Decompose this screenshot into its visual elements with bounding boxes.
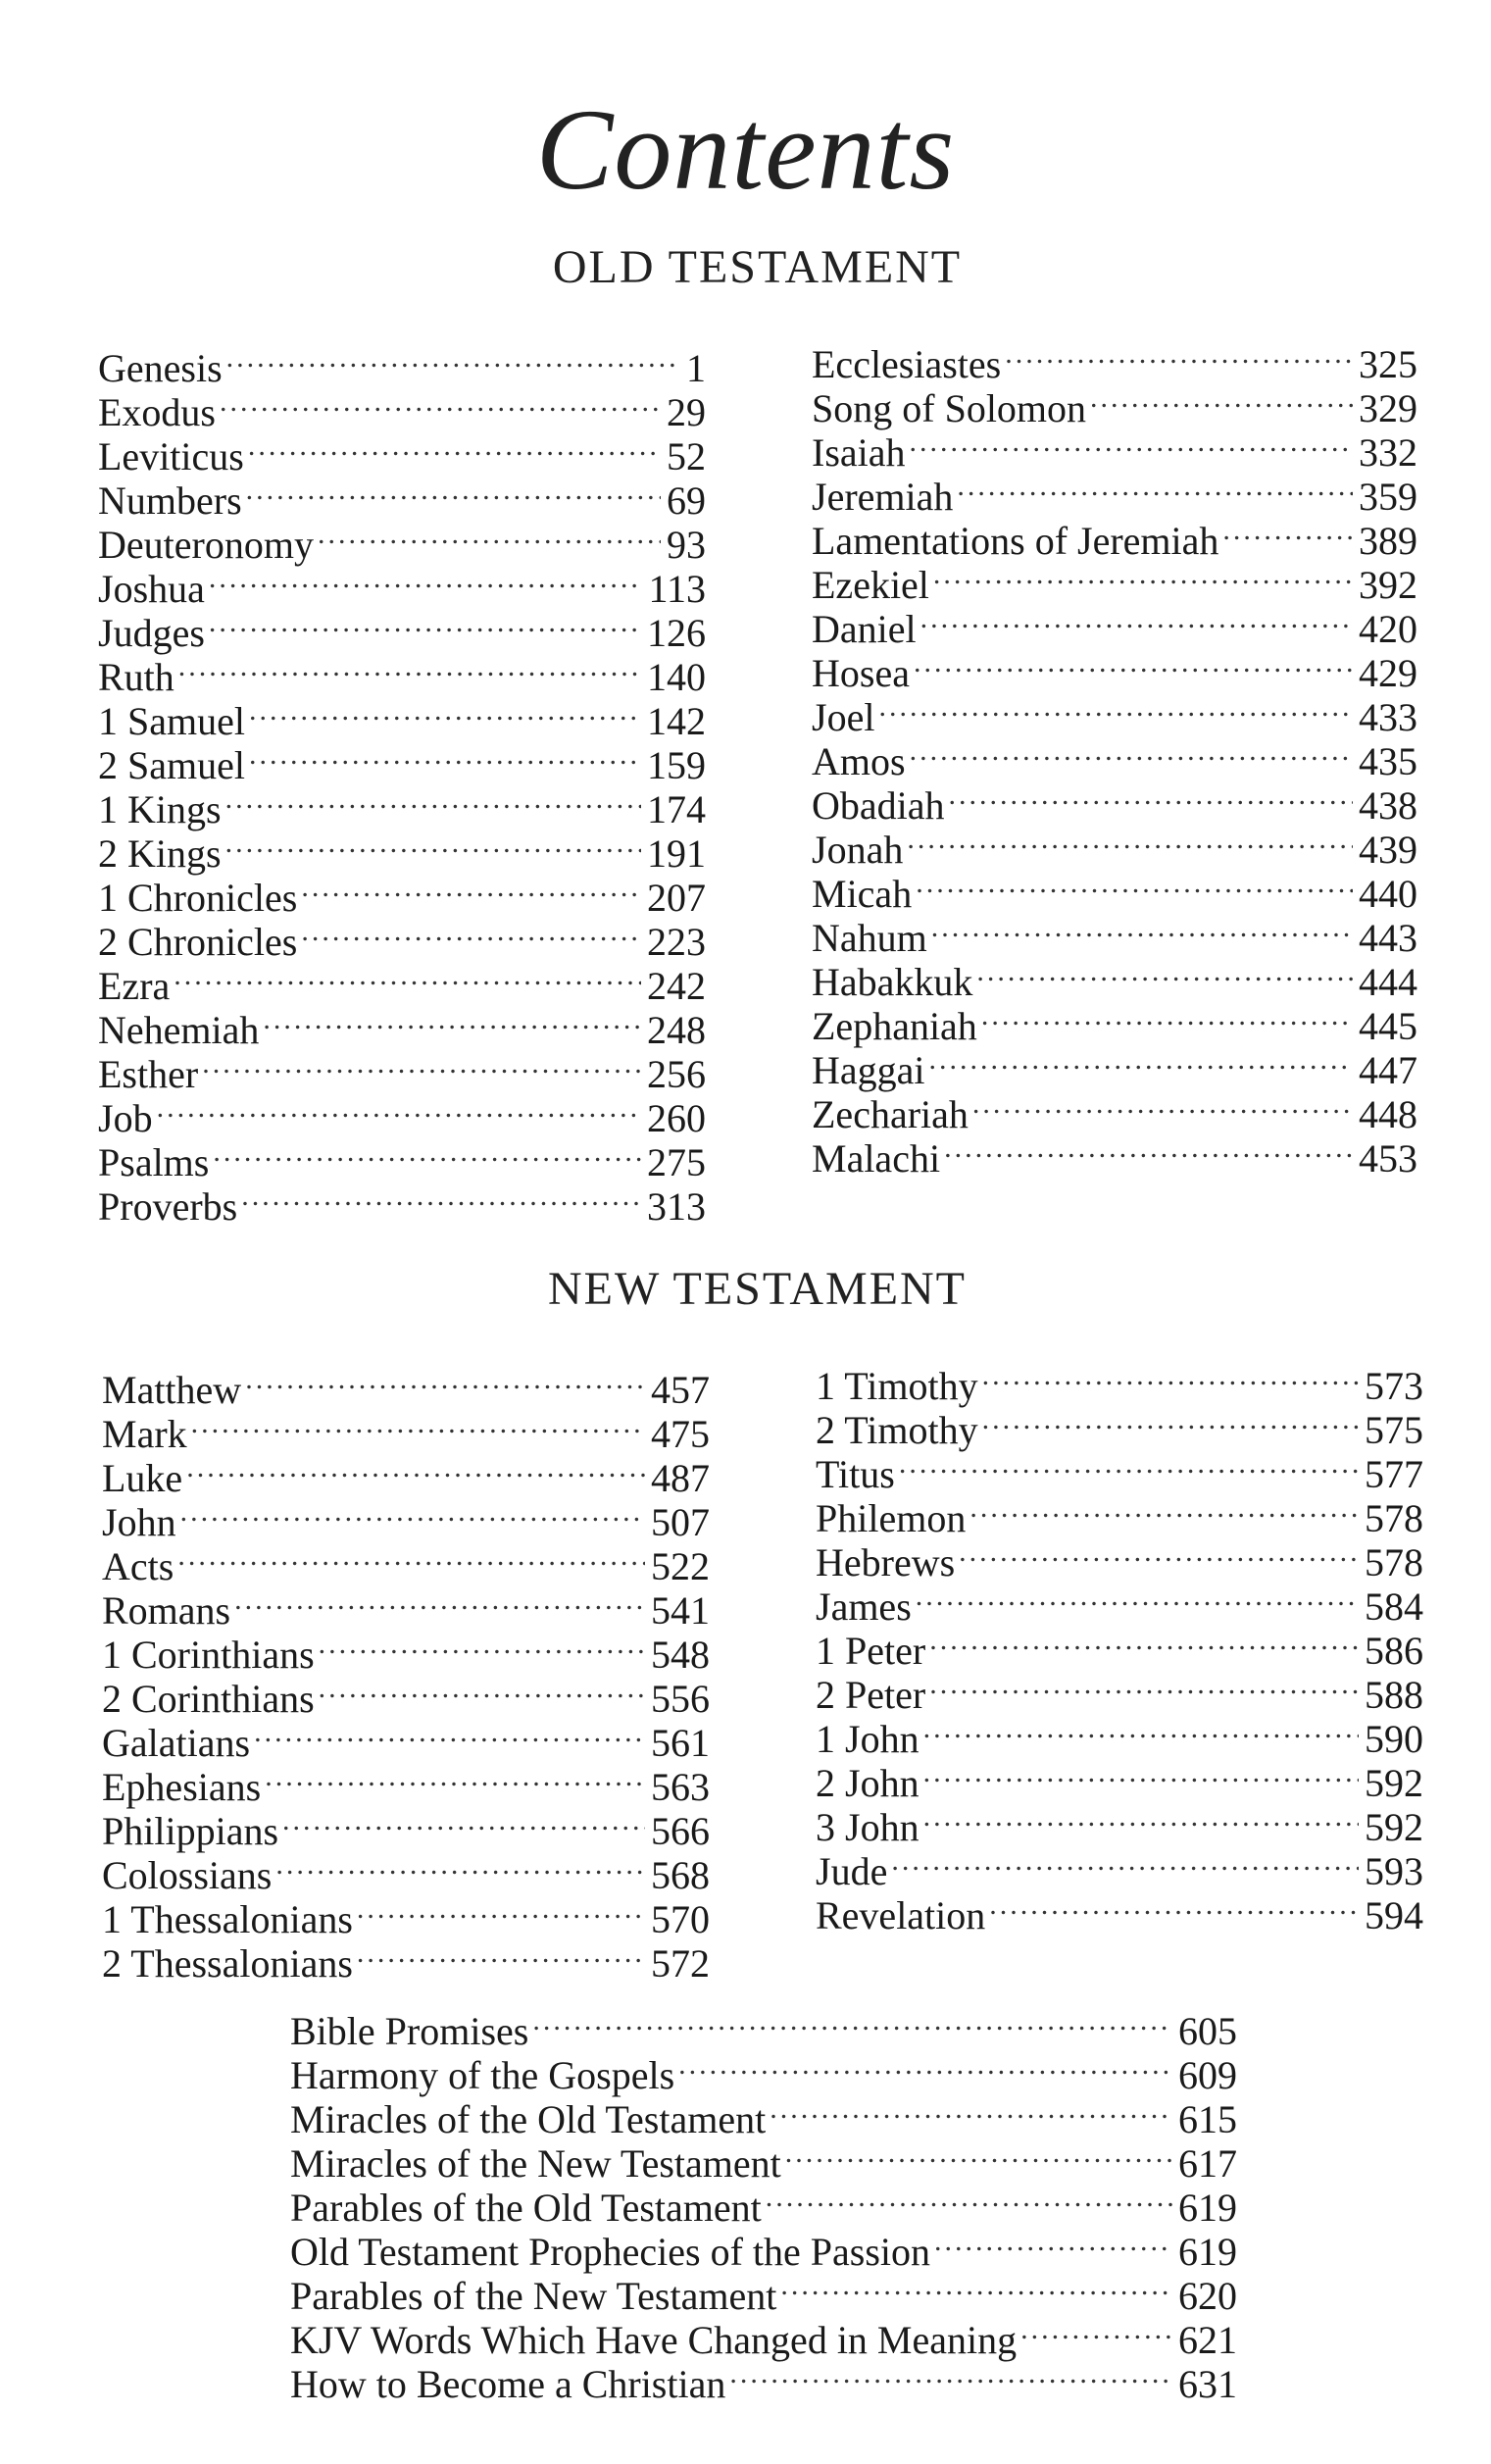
toc-entry (102, 1491, 710, 1544)
dot-leader (910, 730, 1353, 775)
dot-leader (1090, 377, 1353, 422)
dot-leader (254, 1712, 645, 1756)
toc-entry-page-number: 260 (647, 1096, 706, 1140)
dot-leader (1005, 333, 1353, 377)
toc-entry-page-number: 475 (651, 1412, 710, 1456)
toc-entry-title: 1 Timothy (816, 1364, 978, 1408)
toc-entry (816, 1840, 1423, 1893)
toc-entry-page-number: 445 (1359, 1004, 1417, 1048)
toc-entry (102, 1535, 710, 1588)
dot-leader (301, 867, 641, 911)
dot-leader (249, 734, 641, 779)
toc-entry-title: Ecclesiastes (812, 342, 1002, 386)
toc-entry-title: 1 Thessalonians (102, 1897, 353, 1941)
toc-entry-title: Genesis (98, 346, 223, 390)
dot-leader (972, 1083, 1353, 1128)
toc-entry-page-number: 1 (686, 346, 706, 390)
toc-entry-page-number: 548 (651, 1633, 710, 1677)
toc-entry-title: Daniel (812, 607, 917, 651)
toc-entry-title: 2 John (816, 1761, 919, 1805)
toc-entry-page-number: 577 (1365, 1452, 1423, 1496)
toc-entry-page-number: 609 (1178, 2053, 1237, 2097)
toc-entry (290, 2000, 1237, 2053)
toc-entry-title: Romans (102, 1588, 231, 1633)
toc-entry-title: Ephesians (102, 1765, 262, 1809)
toc-entry-page-number: 275 (647, 1140, 706, 1184)
dot-leader (729, 2353, 1172, 2397)
new-testament-heading: NEW TESTAMENT (547, 1263, 967, 1315)
toc-entry (102, 1580, 710, 1633)
dot-leader (246, 470, 661, 514)
dot-leader (174, 955, 641, 999)
toc-entry-title: Psalms (98, 1140, 210, 1184)
toc-entry-title: 3 John (816, 1805, 919, 1849)
toc-entry-title: 2 Chronicles (98, 920, 298, 964)
toc-entry-page-number: 568 (651, 1853, 710, 1897)
toc-entry-title: Hebrews (816, 1540, 956, 1584)
toc-entry-page-number: 438 (1359, 783, 1417, 828)
toc-entry (98, 646, 706, 699)
dot-leader (209, 602, 641, 646)
dot-leader (202, 1043, 641, 1087)
toc-entry-title: 1 Corinthians (102, 1633, 315, 1677)
toc-entry-page-number: 588 (1365, 1673, 1423, 1717)
toc-entry-title: Philippians (102, 1809, 279, 1853)
toc-entry (816, 1355, 1423, 1408)
toc-entry-page-number: 191 (647, 831, 706, 876)
dot-leader (891, 1840, 1359, 1885)
toc-entry-title: 1 Samuel (98, 699, 245, 743)
old-testament-left-column (98, 337, 706, 1229)
toc-entry-title: Miracles of the Old Testament (290, 2097, 767, 2141)
toc-entry-page-number: 566 (651, 1809, 710, 1853)
dot-leader (157, 1087, 641, 1131)
dot-leader (245, 1359, 645, 1403)
toc-entry (98, 690, 706, 743)
toc-entry-page-number: 617 (1178, 2141, 1237, 2186)
toc-entry-page-number: 592 (1365, 1761, 1423, 1805)
toc-entry-title: Miracles of the New Testament (290, 2141, 781, 2186)
dot-leader (177, 1535, 645, 1580)
toc-entry-title: Isaiah (812, 430, 906, 475)
dot-leader (225, 823, 641, 867)
toc-entry-page-number: 592 (1365, 1805, 1423, 1849)
toc-entry-page-number: 453 (1359, 1136, 1417, 1181)
toc-entry-title: Parables of the New Testament (290, 2274, 777, 2318)
toc-entry-page-number: 447 (1359, 1048, 1417, 1092)
toc-entry-title: Philemon (816, 1496, 967, 1540)
toc-entry-title: Titus (816, 1452, 895, 1496)
toc-entry-title: Mark (102, 1412, 187, 1456)
toc-entry-page-number: 332 (1359, 430, 1417, 475)
toc-entry-page-number: 359 (1359, 475, 1417, 519)
dot-leader (213, 1131, 641, 1176)
toc-entry-page-number: 93 (667, 523, 706, 567)
toc-entry-page-number: 619 (1178, 2230, 1237, 2274)
toc-entry-page-number: 590 (1365, 1717, 1423, 1761)
toc-entry-page-number: 561 (651, 1721, 710, 1765)
toc-entry-title: Judges (98, 611, 205, 655)
toc-entry-page-number: 256 (647, 1052, 706, 1096)
toc-entry-title: Habakkuk (812, 960, 973, 1004)
dot-leader (923, 1708, 1359, 1752)
toc-entry-title: Revelation (816, 1893, 986, 1937)
toc-entry-title: Ezra (98, 964, 171, 1008)
dot-leader (916, 1576, 1359, 1620)
toc-entry-title: Acts (102, 1544, 174, 1588)
toc-entry-page-number: 444 (1359, 960, 1417, 1004)
dot-leader (678, 2044, 1172, 2088)
dot-leader (357, 1888, 645, 1933)
toc-entry-page-number: 631 (1178, 2362, 1237, 2406)
toc-entry-page-number: 248 (647, 1008, 706, 1052)
new-testament-right-column (816, 1355, 1423, 1937)
toc-entry-title: Job (98, 1096, 153, 1140)
toc-entry (102, 1403, 710, 1456)
toc-entry-page-number: 619 (1178, 2186, 1237, 2230)
toc-entry-title: Haggai (812, 1048, 925, 1092)
toc-entry-page-number: 578 (1365, 1540, 1423, 1584)
dot-leader (319, 1668, 645, 1712)
toc-entry-page-number: 621 (1178, 2318, 1237, 2362)
toc-entry-title: Jonah (812, 828, 904, 872)
toc-entry-page-number: 159 (647, 743, 706, 787)
toc-entry-title: Matthew (102, 1368, 242, 1412)
toc-entry-title: Hosea (812, 651, 910, 695)
toc-entry-title: KJV Words Which Have Changed in Meaning (290, 2318, 1018, 2362)
dot-leader (969, 1487, 1359, 1532)
toc-entry-title: Ruth (98, 655, 174, 699)
toc-entry-page-number: 207 (647, 876, 706, 920)
toc-entry-title: Joshua (98, 567, 205, 611)
toc-entry-page-number: 570 (651, 1897, 710, 1941)
toc-entry-title: Zechariah (812, 1092, 969, 1136)
toc-entry (812, 730, 1417, 783)
toc-entry-page-number: 593 (1365, 1849, 1423, 1893)
dot-leader (301, 911, 641, 955)
toc-entry-title: Joel (812, 695, 875, 739)
dot-leader (532, 2000, 1172, 2044)
toc-entry-page-number: 52 (667, 434, 706, 478)
toc-entry-page-number: 126 (647, 611, 706, 655)
dot-leader (944, 1128, 1353, 1172)
dot-leader (899, 1443, 1359, 1487)
toc-entry-page-number: 420 (1359, 607, 1417, 651)
toc-entry-title: 2 Timothy (816, 1408, 978, 1452)
toc-entry-page-number: 563 (651, 1765, 710, 1809)
toc-entry-title: Obadiah (812, 783, 945, 828)
toc-entry-title: Galatians (102, 1721, 251, 1765)
dot-leader (982, 1355, 1359, 1399)
toc-entry-title: Old Testament Prophecies of the Passion (290, 2230, 931, 2274)
toc-entry-page-number: 433 (1359, 695, 1417, 739)
toc-entry-title: Bible Promises (290, 2009, 529, 2053)
toc-entry-page-number: 578 (1365, 1496, 1423, 1540)
dot-leader (929, 1664, 1359, 1708)
toc-entry-page-number: 507 (651, 1500, 710, 1544)
dot-leader (1222, 510, 1353, 554)
dot-leader (220, 381, 661, 426)
toc-entry-title: 2 Peter (816, 1673, 926, 1717)
old-testament-right-column (812, 333, 1417, 1181)
page-title: Contents (535, 85, 956, 214)
dot-leader (910, 422, 1353, 466)
toc-entry-title: 1 Chronicles (98, 876, 298, 920)
toc-entry (98, 1087, 706, 1140)
toc-entry-title: Micah (812, 872, 913, 916)
toc-entry-title: Ezekiel (812, 563, 929, 607)
toc-entry-page-number: 440 (1359, 872, 1417, 916)
dot-leader (766, 2177, 1172, 2221)
toc-entry-page-number: 594 (1365, 1893, 1423, 1937)
dot-leader (931, 907, 1353, 951)
toc-entry-page-number: 435 (1359, 739, 1417, 783)
toc-entry-page-number: 575 (1365, 1408, 1423, 1452)
toc-entry-title: 2 Samuel (98, 743, 245, 787)
toc-entry-title: Numbers (98, 478, 242, 523)
dot-leader (780, 2265, 1172, 2309)
supplements-list (290, 2000, 1237, 2406)
toc-entry (816, 1443, 1423, 1496)
dot-leader (920, 598, 1353, 642)
dot-leader (949, 775, 1353, 819)
dot-leader (241, 1176, 641, 1220)
toc-entry-page-number: 556 (651, 1677, 710, 1721)
dot-leader (785, 2133, 1172, 2177)
toc-entry (102, 1447, 710, 1500)
dot-leader (981, 995, 1353, 1039)
dot-leader (923, 1752, 1359, 1796)
toc-entry-page-number: 522 (651, 1544, 710, 1588)
old-testament-heading: OLD TESTAMENT (552, 241, 963, 293)
toc-entry-title: Nehemiah (98, 1008, 260, 1052)
dot-leader (1020, 2309, 1172, 2353)
toc-entry-page-number: 329 (1359, 386, 1417, 430)
toc-entry-title: 2 Thessalonians (102, 1941, 353, 1986)
toc-entry-title: Deuteronomy (98, 523, 314, 567)
toc-entry-page-number: 313 (647, 1184, 706, 1229)
toc-entry (812, 686, 1417, 739)
toc-entry-title: Zephaniah (812, 1004, 977, 1048)
toc-entry (98, 1131, 706, 1184)
dot-leader (957, 466, 1353, 510)
toc-entry-title: How to Become a Christian (290, 2362, 726, 2406)
dot-leader (914, 642, 1353, 686)
toc-entry-title: Esther (98, 1052, 199, 1096)
dot-leader (923, 1796, 1359, 1840)
dot-leader (934, 2221, 1172, 2265)
toc-entry-page-number: 174 (647, 787, 706, 831)
toc-entry-page-number: 429 (1359, 651, 1417, 695)
dot-leader (959, 1532, 1359, 1576)
toc-entry-title: Jude (816, 1849, 888, 1893)
toc-entry (98, 337, 706, 390)
toc-entry-page-number: 605 (1178, 2009, 1237, 2053)
toc-entry-title: Harmony of the Gospels (290, 2053, 675, 2097)
dot-leader (249, 690, 641, 734)
toc-entry-title: Colossians (102, 1853, 273, 1897)
dot-leader (907, 819, 1353, 863)
toc-entry-page-number: 223 (647, 920, 706, 964)
dot-leader (263, 999, 641, 1043)
toc-entry (102, 1359, 710, 1412)
toc-entry-page-number: 439 (1359, 828, 1417, 872)
toc-entry-title: Song of Solomon (812, 386, 1087, 430)
dot-leader (265, 1756, 645, 1800)
toc-entry-page-number: 615 (1178, 2097, 1237, 2141)
dot-leader (982, 1399, 1359, 1443)
toc-entry-title: Parables of the Old Testament (290, 2186, 762, 2230)
toc-entry-title: John (102, 1500, 176, 1544)
toc-entry (816, 1885, 1423, 1937)
dot-leader (770, 2088, 1172, 2133)
toc-entry-page-number: 573 (1365, 1364, 1423, 1408)
toc-entry-page-number: 325 (1359, 342, 1417, 386)
toc-entry-page-number: 586 (1365, 1629, 1423, 1673)
dot-leader (178, 646, 641, 690)
toc-entry-page-number: 29 (667, 390, 706, 434)
dot-leader (191, 1403, 645, 1447)
dot-leader (916, 863, 1353, 907)
toc-entry-title: Leviticus (98, 434, 244, 478)
dot-leader (357, 1933, 645, 1977)
toc-entry-page-number: 541 (651, 1588, 710, 1633)
dot-leader (234, 1580, 645, 1624)
toc-entry (816, 1487, 1423, 1540)
dot-leader (929, 1039, 1353, 1083)
toc-entry-title: 2 Corinthians (102, 1677, 315, 1721)
toc-entry-page-number: 113 (648, 567, 706, 611)
toc-entry-title: Malachi (812, 1136, 941, 1181)
dot-leader (226, 337, 680, 381)
toc-entry-page-number: 443 (1359, 916, 1417, 960)
toc-entry-page-number: 584 (1365, 1584, 1423, 1629)
dot-leader (275, 1844, 645, 1888)
toc-entry-title: 2 Kings (98, 831, 222, 876)
toc-entry (98, 955, 706, 1008)
dot-leader (933, 554, 1353, 598)
toc-entry-title: James (816, 1584, 912, 1629)
toc-entry-title: 1 John (816, 1717, 919, 1761)
dot-leader (180, 1491, 645, 1535)
toc-entry-title: Lamentations of Jeremiah (812, 519, 1219, 563)
toc-entry-title: Jeremiah (812, 475, 954, 519)
dot-leader (878, 686, 1353, 730)
toc-entry-page-number: 242 (647, 964, 706, 1008)
dot-leader (319, 1624, 645, 1668)
dot-leader (248, 426, 661, 470)
toc-entry-page-number: 142 (647, 699, 706, 743)
dot-leader (282, 1800, 645, 1844)
toc-entry-page-number: 140 (647, 655, 706, 699)
toc-entry-page-number: 620 (1178, 2274, 1237, 2318)
dot-leader (209, 558, 643, 602)
toc-entry-title: Exodus (98, 390, 216, 434)
dot-leader (929, 1620, 1359, 1664)
toc-entry-title: Amos (812, 739, 906, 783)
toc-entry-page-number: 572 (651, 1941, 710, 1986)
dot-leader (318, 514, 661, 558)
dot-leader (989, 1885, 1359, 1929)
toc-entry-page-number: 448 (1359, 1092, 1417, 1136)
toc-entry-title: Proverbs (98, 1184, 238, 1229)
toc-entry-title: 1 Peter (816, 1629, 926, 1673)
toc-entry-page-number: 487 (651, 1456, 710, 1500)
toc-entry-title: 1 Kings (98, 787, 222, 831)
toc-entry-title: Nahum (812, 916, 927, 960)
dot-leader (976, 951, 1353, 995)
toc-entry-page-number: 457 (651, 1368, 710, 1412)
dot-leader (225, 779, 641, 823)
toc-entry (812, 333, 1417, 386)
dot-leader (186, 1447, 645, 1491)
new-testament-left-column (102, 1359, 710, 1986)
toc-entry-page-number: 69 (667, 478, 706, 523)
toc-entry-page-number: 392 (1359, 563, 1417, 607)
toc-entry (98, 999, 706, 1052)
toc-entry-page-number: 389 (1359, 519, 1417, 563)
toc-entry-title: Luke (102, 1456, 183, 1500)
